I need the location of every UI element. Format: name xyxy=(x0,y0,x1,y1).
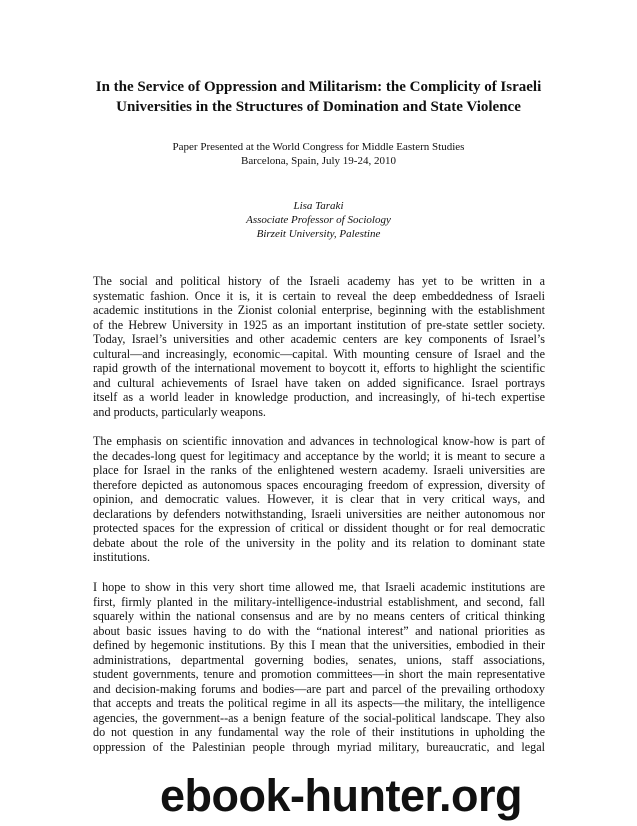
text-line: institutions. xyxy=(93,550,151,564)
venue-line: Barcelona, Spain, July 19-24, 2010 xyxy=(241,155,396,167)
text-line: student governments, tenure and promotion committees—in short the main representative xyxy=(93,667,545,681)
text-line: declarations by defenders notwithstanding, Israeli universities are neither autonomous nor xyxy=(93,506,545,521)
text-line: rapid growth of the international movement to boycott it, efforts to highlight the scientific xyxy=(93,361,545,375)
text-line: therefore depicted as autonomous spaces encouraging freedom of expression, diversity of xyxy=(93,477,545,492)
paper-title-line: In the Service of Oppression and Militarism: the Complicity of Israeli xyxy=(95,79,542,95)
author-block xyxy=(60,199,577,241)
text-line: opinion, and democratic values. However, it is clear that in very critical ways, and xyxy=(93,492,545,506)
text-line: about basic issues having to do with the “national interest” and national priorities as xyxy=(93,623,545,638)
text-line: that accepts and treats the political regime in all its aspects—the military, the intelligence xyxy=(93,696,545,710)
text-line: and cultural achievements of Israel have taken on added significance. Israel portrays xyxy=(93,375,545,390)
text-line: defined by hegemonic institutions. By this I mean that the universities, embodied in their xyxy=(93,638,545,652)
text-line: place for Israel in the ranks of the enlightened western academy. Israeli universities are xyxy=(93,463,545,477)
watermark: ebook-hunter.org xyxy=(160,770,522,821)
author-position: Associate Professor of Sociology xyxy=(246,214,391,226)
paragraph-2 xyxy=(93,434,545,565)
text-line: squarely within the national consensus and are by no means centers of critical thinking xyxy=(93,609,545,623)
text-line: The social and political history of the Israeli academy has yet to be written in a xyxy=(93,274,545,288)
text-line: and products, particularly weapons. xyxy=(93,404,266,419)
author-name: Lisa Taraki xyxy=(293,200,344,212)
author-affiliation: Birzeit University, Palestine xyxy=(256,228,381,240)
text-line: first, firmly planted in the military-intelligence-industrial establishment, and second, fall xyxy=(93,594,545,609)
text-line: The emphasis on scientific innovation and advances in technological know-how is part of xyxy=(93,434,545,448)
text-line: the decades-long quest for legitimacy and acceptance by the world; it is meant to secure a xyxy=(93,448,545,463)
text-line: of the Hebrew University in 1925 as an important institution of pre-state settler society. xyxy=(93,317,545,332)
text-line: debate about the role of the university in the polity and its relation to dominant state xyxy=(93,535,545,550)
venue-line: Paper Presented at the World Congress for Middle Eastern Studies xyxy=(172,141,465,153)
text-line: do not question in any fundamental way the role of their institutions in upholding the xyxy=(93,725,545,739)
paragraph-1 xyxy=(93,274,545,419)
venue-block xyxy=(60,140,577,168)
text-line: cultural—and increasingly, economic—capital. With mounting censure of Israel and the xyxy=(93,346,545,361)
text-line: administrations, departmental governing bodies, senates, unions, staff associations, xyxy=(93,652,545,667)
paper-title-line: Universities in the Structures of Domination and State Violence xyxy=(116,99,521,115)
text-line: agencies, the government--as a benign feature of the social-political landscape. They also xyxy=(93,710,545,725)
text-line: and decision-making forums and bodies—are part and parcel of the prevailing orthodoxy xyxy=(93,681,545,696)
text-line: systematic fashion. Once it is, it is certain to reveal the deep embeddedness of Israeli xyxy=(93,288,545,303)
text-line: itself as a world leader in knowledge production, and increasingly, of hi-tech expertise xyxy=(93,390,545,404)
text-line: protected spaces for the expression of critical or dissident thought or for real democratic xyxy=(93,521,545,535)
text-line: oppression of the Palestinian people through myriad military, bureaucratic, and legal xyxy=(93,739,545,754)
text-line: I hope to show in this very short time allowed me, that Israeli academic institutions are xyxy=(93,580,545,594)
paragraph-3 xyxy=(93,580,545,754)
text-line: Today, Israel’s universities and other academic centers are key components of Israel’s xyxy=(93,332,545,346)
paper-title xyxy=(60,77,577,117)
text-line: academic institutions in the Zionist colonial enterprise, beginning with the establishment xyxy=(93,303,545,317)
